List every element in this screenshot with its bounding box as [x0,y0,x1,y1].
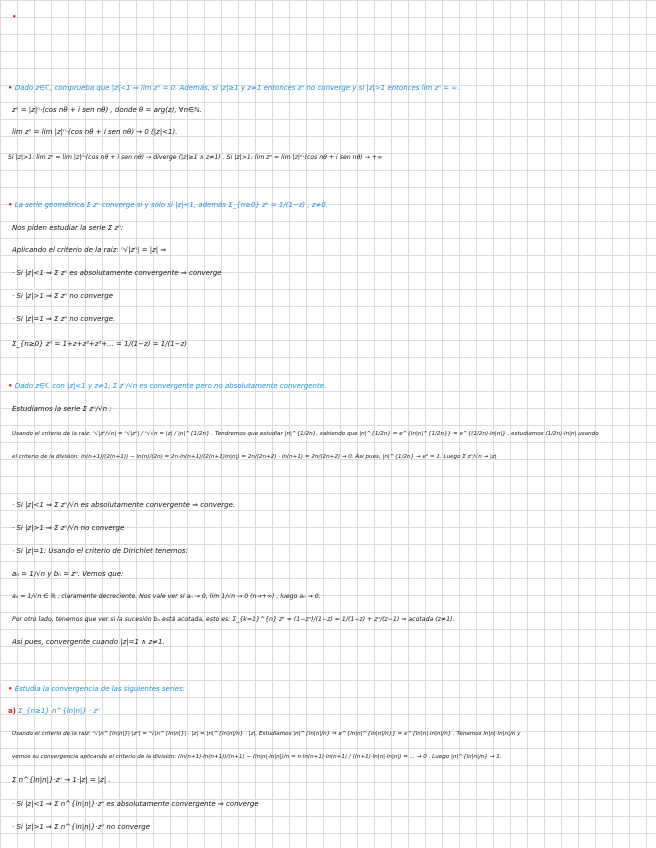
note-text: Σ_{n≥0} zⁿ = 1+z+z²+z³+... = 1/(1−z) = 1/(1−z) [12,340,187,348]
note-line [8,707,656,716]
note-line [8,201,656,210]
note-line [12,501,656,510]
exercise-marker: • [8,84,13,92]
note-line [12,106,656,115]
note-line [12,638,656,647]
note-line [12,615,656,624]
note-line [12,224,656,233]
note-line [12,405,656,414]
note-line [12,776,656,785]
exercise-marker: a) [8,707,16,715]
note-line [12,753,656,762]
note-text: Por otro lado, tenemos que ver si la sucesión bₙ está acotada, esto es: Σ_{k=1}^{n} zᵏ = (1−zⁿ)/(1−z) = 1/(1−z) + zⁿ/(z−1) ⇒ acotada (z≠1). [12,616,455,623]
note-text: Dado z∈ℂ con |z|<1 y z≠1, Σ zⁿ/√n es convergente pero no absolutamente convergente. [14,382,327,390]
note-line [8,84,656,93]
note-text: · Si |z|<1 ⇒ Σ zⁿ/√n es absolutamente convergente ⇒ converge. [12,501,236,509]
note-text: Así pues, convergente cuando |z|=1 ∧ z≠1. [12,638,165,646]
page-mark: • [12,13,17,21]
note-text: · Si |z|=1 ⇒ Σ zⁿ no converge. [12,315,116,323]
note-line [12,823,656,832]
note-text: Aplicando el criterio de la raíz: ⁿ√|zⁿ| = |z| ⇒ [12,246,167,254]
note-text: · Si |z|>1 ⇒ Σ zⁿ no converge [12,292,114,300]
note-text: La serie geométrica Σ zⁿ converge si y sólo si |z|<1, además Σ_{n≥0} zⁿ = 1/(1−z) , z≠0. [14,201,329,209]
exercise-marker: • [8,685,13,693]
note-line [12,269,656,278]
note-line [12,800,656,809]
note-text: Usando el criterio de la raíz: ⁿ√|n^{ln|n|}|·|zⁿ| = ⁿ√|n^{ln|n|}| · |z| = |n|^{ln|n|/n} · |z|. Estudiamos |n|^{ln|n|/n} ⇒ e^{ln|n|^{ln|n|/n}} = e^{ln|n|·ln|n|/n} . Tenemos ln|n|·ln|n|/n y [12,731,521,737]
exercise-marker: • [8,382,13,390]
note-text: Estudia la convergencia de las siguientes series: [14,685,185,693]
note-text: Si |z|>1: lim zⁿ = lim |z|ⁿ·(cos nθ + i sen nθ) → diverge (|z|≥1 ∧ z≠1) . Si |z|>1: lim zⁿ = lim |z|ⁿ·(cos nθ + i sen nθ) → +∞ [8,154,383,161]
note-line [12,292,656,301]
note-text: lim zⁿ = lim |z|ⁿ·(cos nθ + i sen nθ) → 0 (|z|<1). [12,128,178,136]
note-text: Nos piden estudiar la serie Σ zⁿ: [12,224,124,232]
note-text: · Si |z|=1: Usando el criterio de Dirichlet tenemos: [12,547,188,555]
note-line [12,524,656,533]
note-text: · Si |z|>1 ⇒ Σ n^{ln|n|}·zⁿ no converge [12,823,150,831]
note-text: zⁿ = |z|ⁿ·(cos nθ + i sen nθ) , donde θ = arg(z), ∀n∈ℕ. [12,106,202,114]
note-text: aₙ = 1/√n ∈ ℝ , claramente decreciente. Nos vale ver si aₙ → 0, lim 1/√n → 0 (n→+∞) , luego aₙ → 0. [12,593,321,600]
note-line [12,453,656,462]
note-line [12,730,656,739]
note-line [12,128,656,137]
note-text: Usando el criterio de la raíz: ⁿ√|zⁿ/√n| = ⁿ√|zⁿ| / ⁿ√√n = |z| / |n|^{1/2n} . Tendremos que estudiar |n|^{1/2n}, sabiendo que |n|^{1/2n} = e^{ln|n|^{1/2n}} = e^{(1/2n)·ln|n|} , estudiamos (1/2n)·ln|n| usando [12,431,599,437]
note-text: Σ n^{ln|n|}·zⁿ → 1·|z| = |z| . [12,776,111,784]
note-line [8,382,656,391]
note-line [8,153,656,162]
note-line [12,340,656,349]
note-line [12,430,656,439]
note-text: · Si |z|<1 ⇒ Σ n^{ln|n|}·zⁿ es absolutamente convergente ⇒ converge [12,800,259,808]
note-text: Dado z∈ℂ, comprueba que |z|<1 ⇒ lim zⁿ = 0. Además, si |z|≥1 y z≠1 entonces zⁿ no converge y si |z|>1 entonces lim zⁿ = ∞. [14,84,460,92]
note-text: vemos su convergencia aplicando el criterio de la división: (ln(n+1)·ln(n+1))/(n+1) − (ln|n|·ln|n|)/n = n·ln(n+1)·ln(n+1) / ((n+1)·ln|n|·ln|n|) = ... → 0 . Luego |n|^{ln|n|/n} → 1. [12,754,502,760]
note-text: · Si |z|>1 ⇒ Σ zⁿ/√n no converge [12,524,125,532]
note-line [12,315,656,324]
note-line [12,570,656,579]
note-text: el criterio de la división: ln(n+1)/(2(n+1)) − ln(n)/(2n) = 2n·ln(n+1)/(2(n+1)ln|n|) = 2n/(2n+2) · ln(n+1) = 2n/(2n+2) → 0. Así pues, |n|^{1/2n} → e⁰ = 1. Luego Σ zⁿ/√n → |z| [12,454,497,460]
note-line [12,246,656,255]
exercise-marker: • [8,201,13,209]
note-line [12,547,656,556]
note-text: aₙ = 1/√n y bₙ = zⁿ. Vemos que: [12,570,124,578]
note-line [12,592,656,601]
note-text: Σ_{n≥1} n^{ln|n|} · zⁿ [18,707,100,715]
note-text: · Si |z|<1 ⇒ Σ zⁿ es absolutamente convergente ⇒ converge [12,269,222,277]
note-text: Estudiamos la serie Σ zⁿ/√n : [12,405,112,413]
note-line [8,685,656,694]
